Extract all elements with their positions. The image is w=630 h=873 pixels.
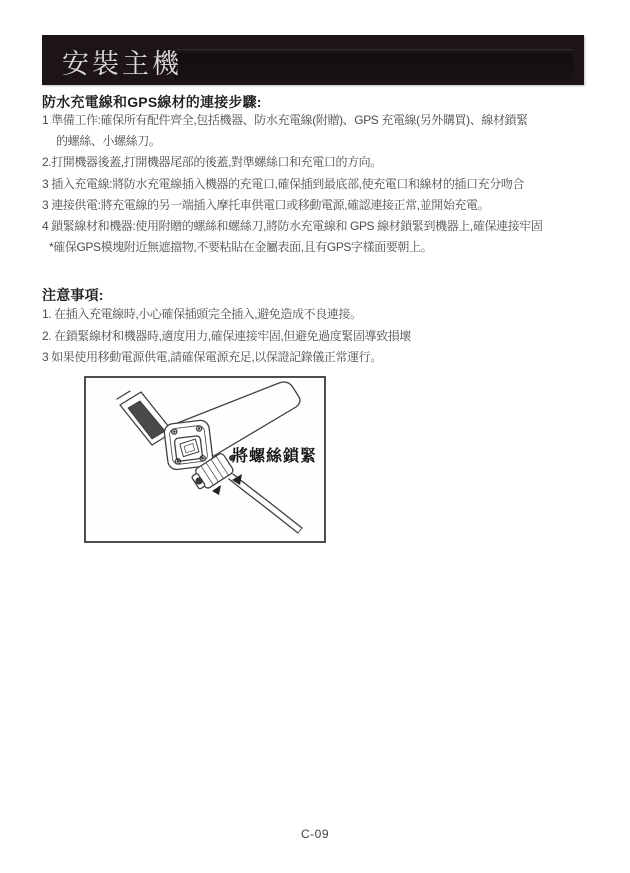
step-note-line: *確保GPS模塊附近無遮擋物,不要粘貼在金屬表面,且有GPS字樣面要朝上。 bbox=[49, 240, 433, 255]
step-line: 1 準備工作:確保所有配件齊全,包括機器、防水充電線(附贈)、GPS 充電線(另外購買)、線材鎖緊 bbox=[42, 113, 528, 127]
step-line: 3 插入充電線:將防水充電線插入機器的充電口,確保插到最底部,使充電口和線材的插口充分吻合 bbox=[42, 176, 525, 191]
step-line: 的螺絲、小螺絲刀。 bbox=[56, 134, 161, 149]
step-line: 3 連接供電:將充電線的另一端插入摩托車供電口或移動電源,確認連接正常,並開始充電。 bbox=[42, 197, 490, 212]
section-title-banner bbox=[42, 35, 584, 85]
note-line: 3 如果使用移動電源供電,請確保電源充足,以保證記錄儀正常運行。 bbox=[42, 350, 382, 365]
note-line: 2. 在鎖緊線材和機器時,適度用力,確保連接牢固,但避免過度緊固導致損壞 bbox=[42, 328, 411, 343]
notes-list bbox=[42, 304, 602, 369]
figure-box bbox=[84, 376, 326, 543]
notes-section-heading: 注意事項: bbox=[42, 287, 104, 303]
banner-inset-panel bbox=[175, 49, 573, 81]
page-title: 安裝主機 bbox=[62, 49, 182, 79]
steps-list bbox=[42, 110, 602, 258]
step-line: 2.打開機器後蓋,打開機器尾部的後蓋,對準螺絲口和充電口的方向。 bbox=[42, 155, 382, 170]
figure-callout: 將螺絲鎖緊 bbox=[232, 448, 318, 465]
steps-section-heading: 防水充電線和GPS線材的連接步驟: bbox=[42, 94, 262, 110]
note-line: 1. 在插入充電線時,小心確保插頭完全插入,避免造成不良連接。 bbox=[42, 307, 362, 321]
step-line: 4 鎖緊線材和機器:使用附贈的螺絲和螺絲刀,將防水充電線和 GPS 線材鎖緊到機器上,確保連接牢固 bbox=[42, 218, 543, 233]
page-number: C-09 bbox=[300, 827, 329, 841]
